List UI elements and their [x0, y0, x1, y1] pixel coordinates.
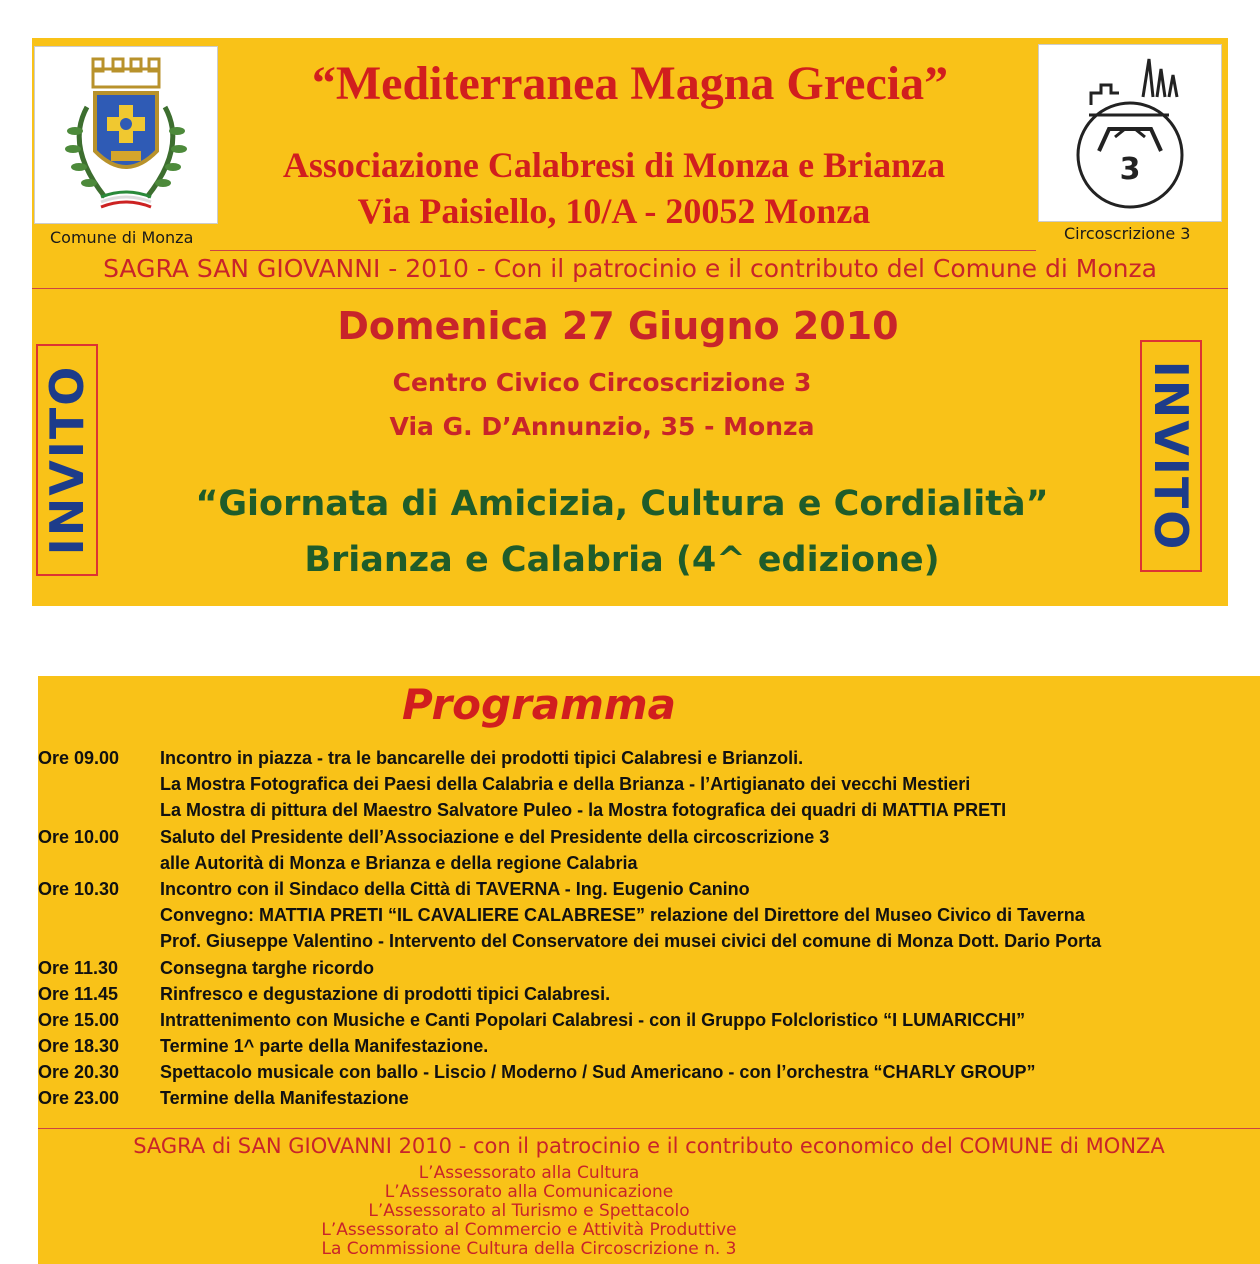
logo-right-number: 3 [1119, 152, 1141, 187]
schedule-row [38, 827, 1260, 853]
sponsor-line: L’Assessorato al Turismo e Spettacolo [368, 1201, 690, 1221]
schedule-text: Spettacolo musicale con ballo - Liscio / Moderno / Sud Americano - con l’orchestra “CHARLY GROUP” [160, 1062, 1036, 1083]
sagra-patronage-line: SAGRA di SAN GIOVANNI 2010 - con il patrocinio e il contributo economico del COMUNE di MONZA [133, 1134, 1165, 1158]
schedule-text: Incontro con il Sindaco della Città di TAVERNA - Ing. Eugenio Canino [160, 878, 750, 899]
schedule-text: alle Autorità di Monza e Brianza e della regione Calabria [160, 852, 638, 873]
schedule-text: Termine della Manifestazione [160, 1088, 409, 1109]
schedule-time: Ore 10.30 [38, 878, 120, 899]
invito-text: INVITO [40, 364, 94, 556]
invito-text: INVITO [1144, 360, 1198, 552]
sagra-patronage-line: SAGRA SAN GIOVANNI - 2010 - Con il patrocinio e il contributo del Comune di Monza [103, 254, 1157, 283]
schedule-row [38, 958, 1260, 984]
sponsor-line: L’Assessorato alla Comunicazione [384, 1182, 674, 1202]
schedule-time: Ore 18.30 [38, 1036, 120, 1057]
schedule-row [38, 1010, 1260, 1036]
sponsors-list [38, 1164, 1260, 1259]
schedule-text: Prof. Giuseppe Valentino - Intervento del Conservatore dei musei civici del comune di Monza Dott. Dario Porta [160, 931, 1102, 952]
schedule-time: Ore 20.30 [38, 1062, 120, 1083]
schedule-text: Intrattenimento con Musiche e Canti Popolari Calabresi - con il Gruppo Folcloristico “I LUMARICCHI” [160, 1009, 1026, 1030]
event-subtitle: “Giornata di Amicizia, Cultura e Cordialità” [195, 484, 1049, 524]
schedule-row [38, 1036, 1260, 1062]
event-date: Domenica 27 Giugno 2010 [337, 304, 899, 348]
schedule-text: Termine 1^ parte della Manifestazione. [160, 1036, 489, 1057]
schedule-text: Rinfresco e degustazione di prodotti tipici Calabresi. [160, 983, 611, 1004]
schedule-row [38, 1088, 1260, 1114]
schedule-row [38, 853, 1260, 879]
divider [38, 1128, 1260, 1129]
schedule-text: Incontro in piazza - tra le bancarelle dei prodotti tipici Calabresi e Brianzoli. [160, 748, 804, 768]
schedule-list [38, 748, 1260, 1115]
logo-left-caption: Comune di Monza [50, 228, 194, 247]
schedule-row [38, 1062, 1260, 1088]
schedule-row [38, 905, 1260, 931]
sponsor-line: L’Assessorato al Commercio e Attività Produttive [321, 1220, 737, 1240]
divider [32, 288, 1228, 289]
event-edition: Brianza e Calabria (4^ edizione) [304, 540, 940, 580]
schedule-row [38, 931, 1260, 957]
program-card [38, 676, 1260, 1264]
event-title: “Mediterranea Magna Grecia” [311, 57, 949, 110]
venue-address: Via G. D’Annunzio, 35 - Monza [389, 412, 815, 441]
sponsor-line: L’Assessorato alla Cultura [418, 1163, 640, 1183]
schedule-text: Consegna targhe ricordo [160, 957, 375, 978]
schedule-time: Ore 11.30 [38, 957, 119, 978]
divider [210, 250, 1036, 251]
association-address: Via Paisiello, 10/A - 20052 Monza [357, 191, 871, 231]
schedule-time: Ore 09.00 [38, 748, 120, 768]
schedule-time: Ore 10.00 [38, 826, 120, 847]
schedule-time: Ore 15.00 [38, 1009, 120, 1030]
schedule-text: Convegno: MATTIA PRETI “IL CAVALIERE CALABRESE” relazione del Direttore del Museo Civico di Taverna [160, 905, 1085, 926]
schedule-row [38, 800, 1260, 826]
association-name: Associazione Calabresi di Monza e Brianza [282, 145, 946, 185]
venue-name: Centro Civico Circoscrizione 3 [392, 368, 812, 397]
logo-right-caption: Circoscrizione 3 [1064, 224, 1191, 243]
schedule-text: La Mostra Fotografica dei Paesi della Calabria e della Brianza - l’Artigianato dei vecchi Mestieri [160, 774, 971, 795]
schedule-text: Saluto del Presidente dell’Associazione e del Presidente della circoscrizione 3 [160, 826, 830, 847]
schedule-row [38, 748, 1260, 774]
schedule-row [38, 879, 1260, 905]
schedule-time: Ore 23.00 [38, 1088, 120, 1109]
schedule-row [38, 984, 1260, 1010]
schedule-row [38, 774, 1260, 800]
schedule-time: Ore 11.45 [38, 983, 119, 1004]
invitation-card [32, 38, 1228, 606]
invito-label-right [1140, 340, 1202, 572]
schedule-text: La Mostra di pittura del Maestro Salvatore Puleo - la Mostra fotografica dei quadri di MATTIA PRETI [160, 800, 1007, 821]
invito-label-left [36, 344, 98, 576]
program-title: Programma [401, 680, 677, 729]
sponsor-line: La Commissione Cultura della Circoscrizione n. 3 [321, 1239, 737, 1259]
